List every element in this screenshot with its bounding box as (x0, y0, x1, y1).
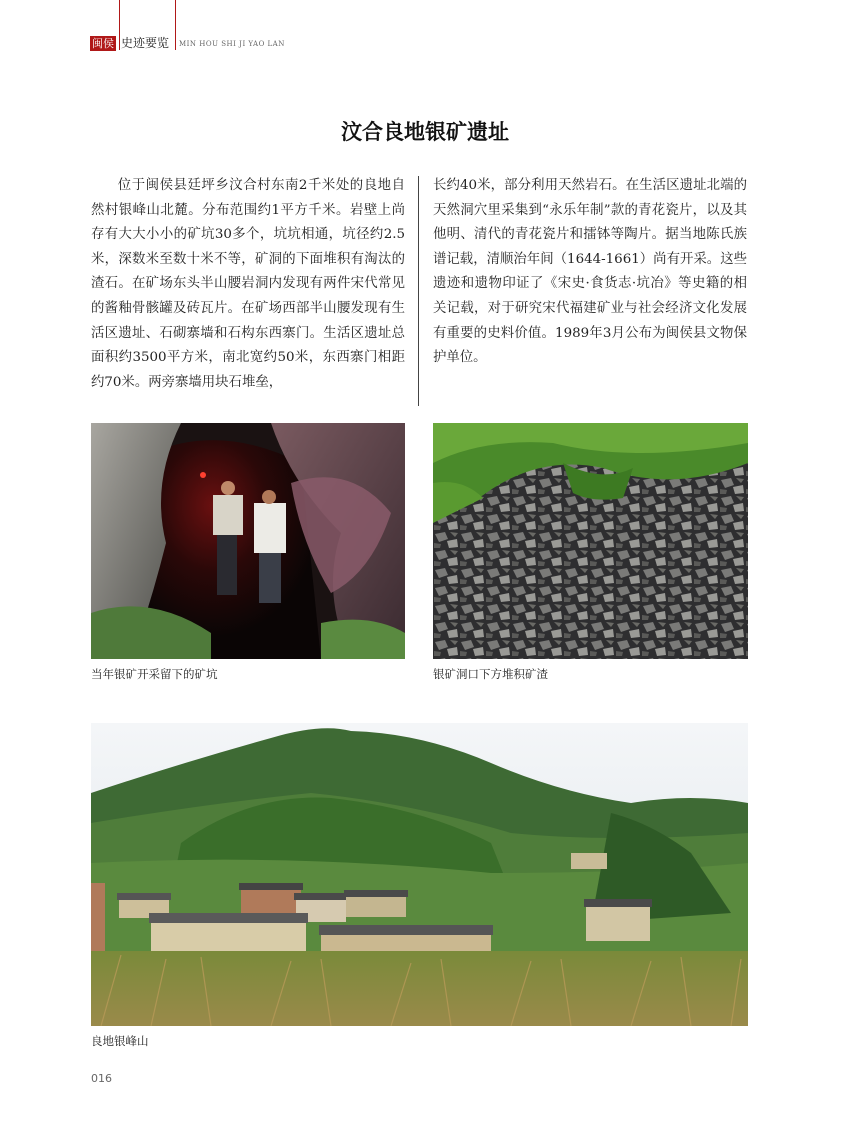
mine-cave-photo (91, 423, 405, 659)
silver-peak-caption: 良地银峰山 (91, 1034, 149, 1048)
body-text-left: 位于闽侯县廷坪乡汶合村东南2千米处的良地自然村银峰山北麓。分布范围约1平方千米。岩壁上尚存有大大小小的矿坑30多个，坑坑相通，坑径约2.5米，深数米至数十米不等，矿洞的下面堆积有淘汰的渣石。在矿场东头半山腰岩洞内发现有两件宋代常见的酱釉骨骸罐及砖瓦片。在矿场西部半山腰发现有生活区遗址、石砌寨墙和石构东西寨门。生活区遗址总面积约3500平方米，南北宽约50米，东西寨门相距约70米。两旁寨墙用块石堆垒， (91, 178, 405, 390)
header-divider-right (175, 0, 176, 50)
slag-pile-caption: 银矿洞口下方堆积矿渣 (433, 667, 548, 681)
page-header (0, 0, 850, 60)
section-title-pinyin: MIN HOU SHI JI YAO LAN (179, 40, 285, 48)
article-title: 汶合良地银矿遗址 (341, 120, 509, 144)
section-badge: 闽侯 (92, 37, 114, 50)
silver-peak-mountain-photo (91, 723, 748, 1026)
body-text-right: 长约40米，部分利用天然岩石。在生活区遗址北端的天然洞穴里采集到“永乐年制”款的青花瓷片，以及其他明、清代的青花瓷片和擂钵等陶片。据当地陈氏族谱记载，清顺治年间（1644-1661）尚有开采。这些遗迹和遗物印证了《宋史·食货志·坑冶》等史籍的相关记载，对于研究宋代福建矿业与社会经济文化发展有重要的史料价值。1989年3月公布为闽侯县文物保护单位。 (433, 178, 747, 366)
page-number: 016 (91, 1072, 112, 1085)
column-divider (418, 176, 419, 406)
header-divider-left (119, 0, 120, 50)
mine-cave-caption: 当年银矿开采留下的矿坑 (91, 667, 218, 681)
section-title: 史迹要览 (121, 36, 170, 50)
slag-pile-photo (433, 423, 748, 659)
